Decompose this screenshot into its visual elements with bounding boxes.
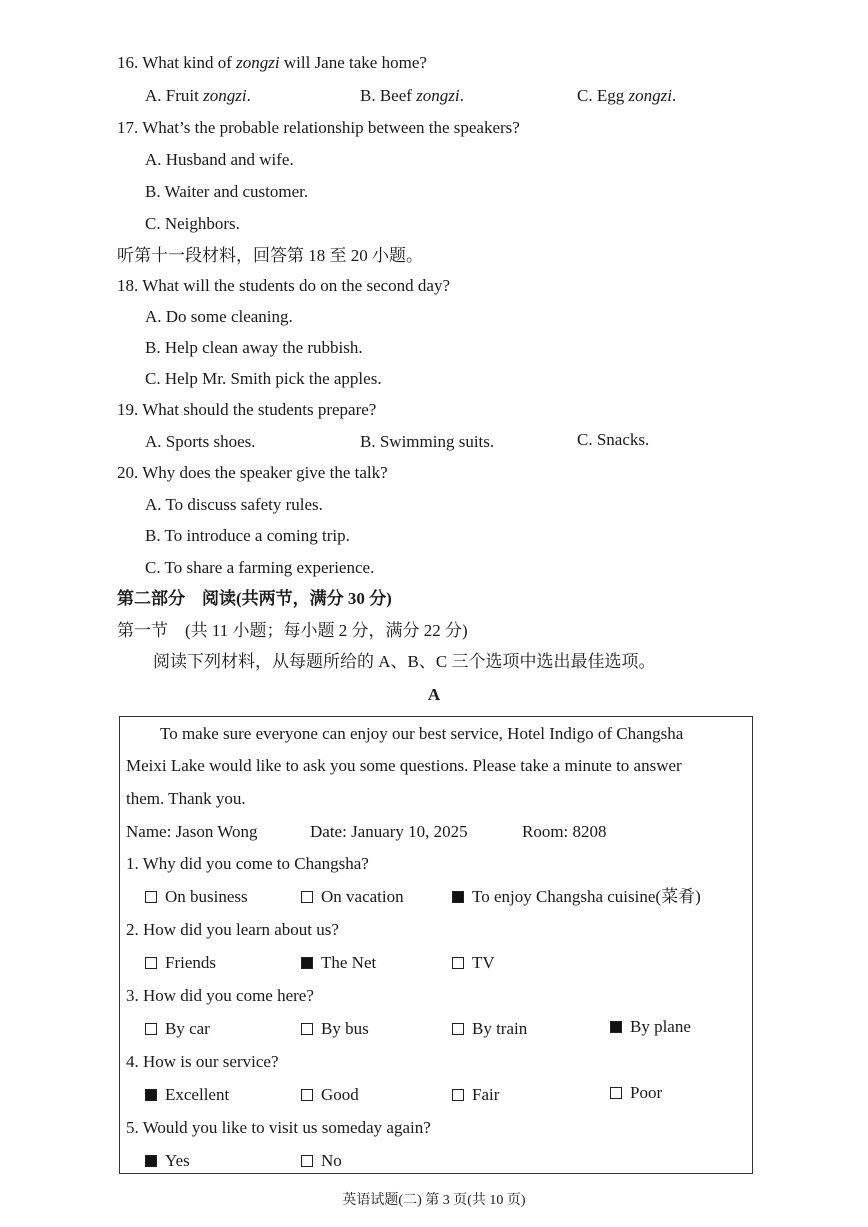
checkbox-icon[interactable]	[452, 1089, 464, 1101]
question-19-stem: 19. What should the students prepare?	[117, 400, 377, 419]
option-label: On vacation	[321, 887, 404, 906]
option-label: TV	[472, 953, 495, 972]
checkbox-checked-icon[interactable]	[452, 891, 464, 903]
option-label: Excellent	[165, 1085, 230, 1104]
survey-q5-text: 5. Would you like to visit us someday again?	[126, 1118, 431, 1137]
section-1-heading: 第一节 (共 11 小题；每小题 2 分，满分 22 分)	[117, 621, 468, 640]
option-label: No	[321, 1151, 342, 1170]
question-19-option-b: B. Swimming suits.	[360, 432, 495, 451]
room-number: Room: 8208	[522, 822, 607, 841]
question-20-option-b: B. To introduce a coming trip.	[145, 526, 350, 545]
question-19-option-a: A. Sports shoes.	[145, 432, 256, 451]
option-label: By bus	[321, 1019, 369, 1038]
question-20-stem: 20. Why does the speaker give the talk?	[117, 463, 388, 482]
option-text: C. Egg	[577, 86, 629, 105]
part-2-heading: 第二部分 阅读(共两节，满分 30 分)	[117, 589, 392, 608]
question-17-option-b: B. Waiter and customer.	[145, 182, 309, 201]
survey-q2-option-2[interactable]	[301, 952, 376, 974]
survey-q3-option-3[interactable]	[452, 1018, 527, 1040]
passage-label: A	[427, 685, 441, 704]
option-text: A. Fruit	[145, 86, 204, 105]
checkbox-checked-icon[interactable]	[610, 1021, 622, 1033]
question-18-option-b: B. Help clean away the rubbish.	[145, 338, 363, 357]
option-label: By plane	[630, 1017, 691, 1036]
survey-q1-option-2[interactable]	[301, 886, 404, 908]
survey-q4-option-4[interactable]	[610, 1082, 662, 1104]
survey-q5-option-2[interactable]	[301, 1150, 342, 1172]
question-16-stem-italic: zongzi	[236, 53, 280, 72]
option-text: .	[246, 86, 251, 105]
survey-q1-option-3[interactable]	[452, 886, 701, 908]
question-16-option-a	[145, 85, 251, 107]
option-italic: zongzi	[416, 86, 460, 105]
guest-name: Name: Jason Wong	[126, 822, 258, 841]
survey-q2-option-1[interactable]	[145, 952, 216, 974]
checkbox-icon[interactable]	[145, 891, 157, 903]
option-label: Friends	[165, 953, 216, 972]
survey-q3-option-2[interactable]	[301, 1018, 369, 1040]
survey-q4-option-3[interactable]	[452, 1084, 499, 1106]
section-11-heading: 听第十一段材料，回答第 18 至 20 小题。	[117, 246, 423, 265]
option-label: By train	[472, 1019, 528, 1038]
reading-instruction: 阅读下列材料，从每题所给的 A、B、C 三个选项中选出最佳选项。	[153, 652, 656, 671]
option-label: Fair	[472, 1085, 500, 1104]
question-17-option-c: C. Neighbors.	[145, 214, 240, 233]
survey-intro-line-2: Meixi Lake would like to ask you some questions. Please take a minute to answer	[126, 756, 682, 775]
checkbox-icon[interactable]	[301, 1089, 313, 1101]
checkbox-checked-icon[interactable]	[145, 1155, 157, 1167]
question-16	[117, 52, 427, 74]
option-label: The Net	[321, 953, 377, 972]
option-label: By car	[165, 1019, 210, 1038]
question-20-option-a: A. To discuss safety rules.	[145, 495, 323, 514]
question-16-option-b	[360, 85, 464, 107]
option-italic: zongzi	[628, 86, 672, 105]
option-label: Good	[321, 1085, 359, 1104]
survey-q3-option-4[interactable]	[610, 1016, 691, 1038]
survey-q4-text: 4. How is our service?	[126, 1052, 279, 1071]
checkbox-icon[interactable]	[145, 957, 157, 969]
checkbox-icon[interactable]	[452, 1023, 464, 1035]
checkbox-icon[interactable]	[301, 891, 313, 903]
checkbox-icon[interactable]	[610, 1087, 622, 1099]
question-16-stem: 16. What kind of	[117, 53, 237, 72]
question-19-option-c: C. Snacks.	[577, 430, 650, 449]
survey-box	[119, 716, 753, 1174]
option-label: Yes	[165, 1151, 190, 1170]
survey-intro-line-1: To make sure everyone can enjoy our best service, Hotel Indigo of Changsha	[160, 724, 684, 743]
checkbox-icon[interactable]	[452, 957, 464, 969]
option-label: To enjoy Changsha cuisine(菜肴)	[472, 887, 701, 906]
survey-q2-option-3[interactable]	[452, 952, 495, 974]
page-footer: 英语试题(二) 第 3 页(共 10 页)	[342, 1193, 526, 1208]
question-16-option-c	[577, 85, 676, 107]
survey-q4-option-1[interactable]	[145, 1084, 229, 1106]
option-label: Poor	[630, 1083, 663, 1102]
question-16-stem-end: will Jane take home?	[279, 53, 427, 72]
option-text: B. Beef	[360, 86, 417, 105]
stay-date: Date: January 10, 2025	[310, 822, 468, 841]
option-text: .	[671, 86, 677, 105]
checkbox-checked-icon[interactable]	[301, 957, 313, 969]
survey-q3-option-1[interactable]	[145, 1018, 210, 1040]
checkbox-checked-icon[interactable]	[145, 1089, 157, 1101]
question-18-option-a: A. Do some cleaning.	[145, 307, 293, 326]
option-text: .	[459, 86, 464, 105]
survey-q1-text: 1. Why did you come to Changsha?	[126, 854, 369, 873]
survey-q4-option-2[interactable]	[301, 1084, 359, 1106]
question-17-stem: 17. What’s the probable relationship between the speakers?	[117, 118, 520, 137]
survey-q2-text: 2. How did you learn about us?	[126, 920, 339, 939]
survey-intro-line-3: them. Thank you.	[126, 789, 246, 808]
survey-q3-text: 3. How did you come here?	[126, 986, 314, 1005]
question-18-option-c: C. Help Mr. Smith pick the apples.	[145, 369, 382, 388]
checkbox-icon[interactable]	[145, 1023, 157, 1035]
checkbox-icon[interactable]	[301, 1155, 313, 1167]
option-italic: zongzi	[203, 86, 247, 105]
question-20-option-c: C. To share a farming experience.	[145, 558, 375, 577]
checkbox-icon[interactable]	[301, 1023, 313, 1035]
question-17-option-a: A. Husband and wife.	[145, 150, 294, 169]
survey-q5-option-1[interactable]	[145, 1150, 190, 1172]
option-label: On business	[165, 887, 248, 906]
survey-q1-option-1[interactable]	[145, 886, 248, 908]
question-18-stem: 18. What will the students do on the second day?	[117, 276, 451, 295]
